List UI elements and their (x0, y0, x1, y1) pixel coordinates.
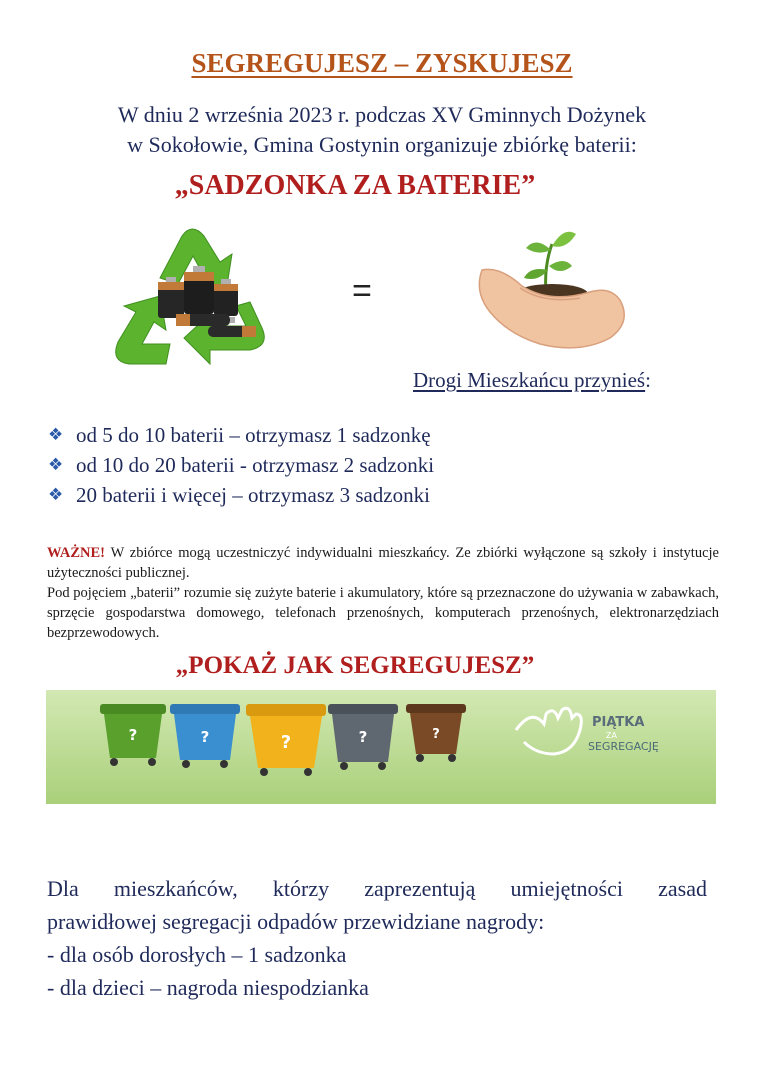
prize-line-2: prawidłowej segregacji odpadów przewidziane nagrody: (47, 909, 545, 934)
recycle-batteries-image (100, 218, 285, 370)
bin-question-mark: ? (358, 728, 368, 746)
logo-line-2: ZA (606, 731, 617, 740)
list-item (48, 450, 434, 480)
list-item-text: 20 baterii i więcej – otrzymasz 3 sadzonki (76, 483, 430, 507)
battery-rules-list (48, 420, 434, 510)
bin-question-mark: ? (280, 732, 292, 753)
bin-question-mark: ? (200, 728, 210, 746)
bullet-diamond-icon: ❖ (48, 425, 64, 445)
list-item (48, 420, 434, 450)
prize-line-4: - dla dzieci – nagroda niespodzianka (47, 975, 369, 1000)
campaign-title: „SADZONKA ZA BATERIE” (174, 170, 536, 201)
bin-question-mark: ? (128, 726, 138, 744)
bins-banner (46, 690, 716, 804)
list-item-text: od 5 do 10 baterii – otrzymasz 1 sadzonkę (76, 423, 431, 447)
intro-line-1: W dniu 2 września 2023 r. podczas XV Gminnych Dożynek (117, 102, 647, 127)
important-paragraph-2: Pod pojęciem „baterii” rozumie się zużyte baterie i akumulatory, które są przeznaczone do używania w zabawkach, sprzęcie gospodarstwa domowego, telefonach przenośnych, komputerach przenośnych, elektronarzędziach bezprzewodowych. (47, 585, 719, 641)
bullet-diamond-icon: ❖ (48, 485, 64, 505)
bin-question-mark: ? (432, 727, 440, 742)
prize-line-3: - dla osób dorosłych – 1 sadzonka (47, 942, 347, 967)
bring-colon: : (645, 368, 651, 392)
prize-line-1: Dla mieszkańców, którzy zaprezentują umiejętności zasad (47, 876, 707, 901)
list-item (48, 480, 434, 510)
logo-line-1: PIĄTKA (592, 715, 645, 730)
intro-line-2: w Sokołowie, Gmina Gostynin organizuje zbiórkę baterii: (127, 132, 637, 157)
hand-seedling-image (460, 226, 636, 356)
show-title: „POKAŻ JAK SEGREGUJESZ” (175, 652, 535, 679)
prizes-text (47, 872, 707, 1004)
logo-line-3: SEGREGACJĘ (588, 740, 659, 753)
bullet-diamond-icon: ❖ (48, 455, 64, 475)
important-paragraph-1 (47, 543, 719, 583)
important-label: WAŻNE! (47, 545, 106, 561)
intro-text (0, 100, 764, 160)
bring-instruction (413, 368, 651, 393)
equals-sign: = (352, 272, 372, 310)
page-title: SEGREGUJESZ – ZYSKUJESZ (191, 48, 573, 78)
list-item-text: od 10 do 20 baterii - otrzymasz 2 sadzonki (76, 453, 435, 477)
bins-illustration (46, 690, 716, 804)
bring-text: Drogi Mieszkańcu przynieś (413, 368, 646, 392)
important-note (47, 543, 719, 643)
important-text-1: W zbiórce mogą uczestniczyć indywidualni mieszkańcy. Ze zbiórki wyłączone są szkoły i instytucje użyteczności publicznej. (47, 545, 719, 581)
